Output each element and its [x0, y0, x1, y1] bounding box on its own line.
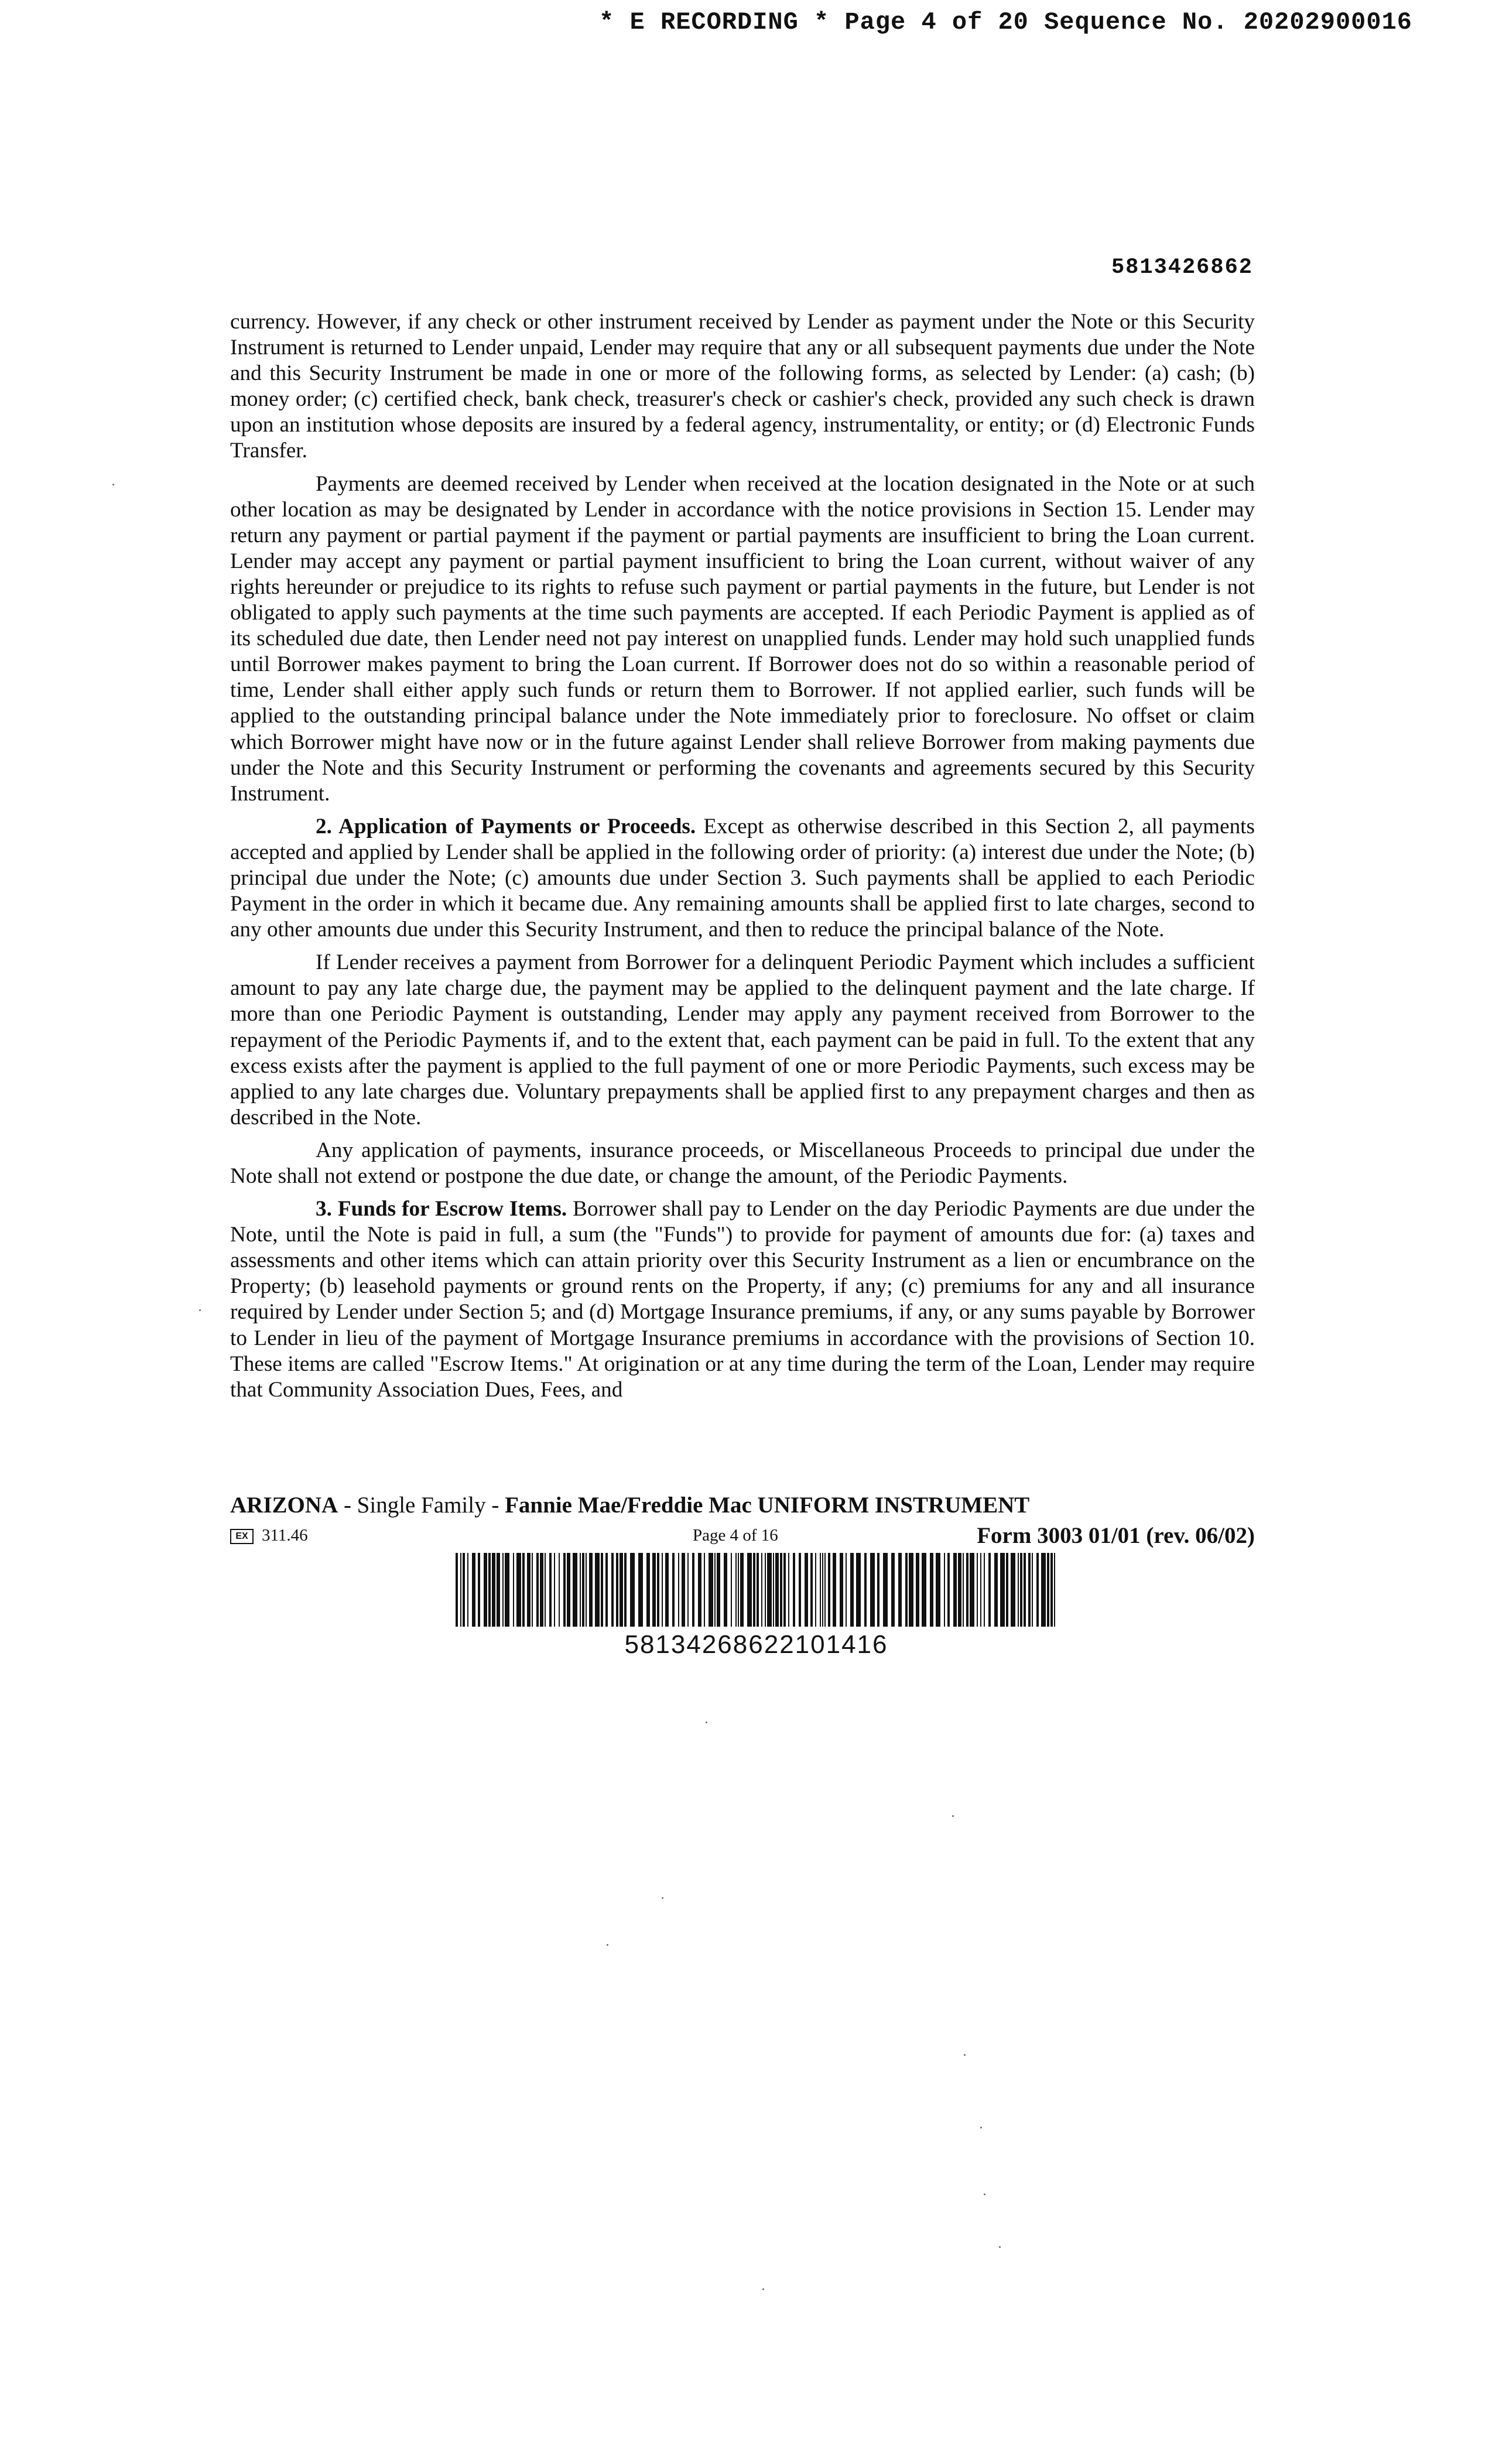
barcode-bar: [947, 1553, 950, 1627]
scan-speck: [964, 2054, 966, 2056]
barcode-bar: [709, 1553, 713, 1627]
footer-form-title: [230, 1492, 1255, 1518]
barcode-bar: [757, 1553, 759, 1627]
footer-state: ARIZONA: [230, 1493, 338, 1518]
barcode-bar: [765, 1553, 766, 1627]
barcode-bar: [761, 1553, 762, 1627]
barcode-bar: [516, 1553, 521, 1627]
barcode-bar: [930, 1553, 933, 1627]
barcode-bar: [984, 1553, 985, 1627]
paragraph-currency: currency. However, if any check or other instrument received by Lender as payment under the Note or this Security Instrument is returned to Lender unpaid, Lender may require that any or all subsequent payments due under the Note and this Security Instrument be made in one or more of the following forms, as selected by Lender: (a) cash; (b) money order; (c) certified check, bank check, treasurer's check or cashier's check, provided any such check is drawn upon an institution whose deposits are insured by a federal agency, instrumentality, or entity; or (d) Electronic Funds Transfer.: [230, 310, 1255, 463]
barcode-bar: [638, 1553, 643, 1627]
barcode-bar: [1011, 1553, 1015, 1627]
form-code: [230, 1526, 308, 1545]
barcode-bar: [532, 1553, 533, 1627]
paragraph-delinquent-payment: If Lender receives a payment from Borrower for a delinquent Periodic Payment which includes a sufficient amount to pay any late charge due, the payment may be applied to the delinquent payment and the late charge. If more than one Periodic Payment is outstanding, Lender may apply any payment received from Borrower to the repayment of the Periodic Payments if, and to the extent that, each payment can be paid in full. To the extent that any excess exists after the payment is applied to the full payment of one or more Periodic Payments, such excess may be applied to any late charges due. Voluntary prepayments shall be applied first to any prepayment charges and then as described in the Note.: [230, 950, 1255, 1130]
barcode-bar: [988, 1553, 991, 1627]
scan-speck: [112, 484, 114, 485]
barcode-bar: [652, 1553, 656, 1627]
ellie-mae-logo-icon: EX: [230, 1529, 254, 1544]
barcode-bar: [678, 1553, 679, 1627]
barcode-bar: [665, 1553, 669, 1627]
barcode-bar: [753, 1553, 755, 1627]
barcode-bar: [582, 1553, 584, 1627]
form-identifier: Form 3003 01/01 (rev. 06/02): [977, 1523, 1255, 1548]
barcode-bar: [767, 1553, 772, 1627]
footer-instrument-name: Fannie Mae/Freddie Mac UNIFORM INSTRUMENT: [505, 1493, 1030, 1518]
form-code-number: 311.46: [262, 1526, 308, 1545]
barcode-bar: [611, 1553, 614, 1627]
barcode-bar: [877, 1553, 879, 1627]
barcode-bar: [747, 1553, 752, 1627]
barcode-bar: [513, 1553, 514, 1627]
barcode-bar: [909, 1553, 913, 1627]
barcode-bar: [898, 1553, 902, 1627]
barcode-bar: [793, 1553, 795, 1627]
barcode-bar: [994, 1553, 998, 1627]
barcode-bar: [522, 1553, 525, 1627]
recording-header: * E RECORDING * Page 4 of 20 Sequence No. 20202900016: [599, 8, 1412, 36]
barcode-bar: [780, 1553, 782, 1627]
barcode-bar: [492, 1553, 495, 1627]
barcode-bar: [773, 1553, 774, 1627]
barcode-bar: [488, 1553, 491, 1627]
barcode-bar: [846, 1553, 847, 1627]
barcode-bar: [478, 1553, 480, 1627]
barcode-bar: [864, 1553, 867, 1627]
barcode-bar: [958, 1553, 961, 1627]
barcode-bar: [472, 1553, 475, 1627]
barcode-bar: [805, 1553, 808, 1627]
barcode-bar: [672, 1553, 675, 1627]
barcode-bar: [505, 1553, 509, 1627]
barcode-bar: [944, 1553, 945, 1627]
barcode-bar: [1050, 1553, 1053, 1627]
barcode-bar: [980, 1553, 981, 1627]
barcode-bar: [891, 1553, 895, 1627]
barcode-bar: [527, 1553, 531, 1627]
page-number: Page 4 of 16: [693, 1526, 778, 1545]
barcode-bar: [735, 1553, 737, 1627]
barcode-bar: [704, 1553, 705, 1627]
barcode-bar: [731, 1553, 732, 1627]
barcode-bar: [856, 1553, 861, 1627]
barcode-bar: [977, 1553, 978, 1627]
barcode-bar: [963, 1553, 964, 1627]
barcode-bar: [883, 1553, 888, 1627]
scan-speck: [980, 2127, 982, 2128]
barcode-bar: [1006, 1553, 1008, 1627]
barcode-bar: [467, 1553, 468, 1627]
barcode-bar: [738, 1553, 739, 1627]
section-2-paragraph: [230, 814, 1255, 943]
barcode-bar: [692, 1553, 694, 1627]
barcode-bar: [936, 1553, 940, 1627]
barcode-bar: [536, 1553, 539, 1627]
barcode-bar: [788, 1553, 789, 1627]
section-3-text: Borrower shall pay to Lender on the day Periodic Payments are due under the Note, until the Note is paid in full, a sum (the "Funds") to provide for payment of amounts due for: (a) taxes and assessments and other items which can attain priority over this Security Instrument as a lien or encumbrance on the Property; (b) leasehold payments or ground rents on the Property, if any; (c) premiums for any and all insurance required by Lender under Section 5; and (d) Mortgage Insurance premiums, if any, or any sums payable by Borrower to Lender in lieu of the payment of Mortgage Insurance premiums in accordance with the provisions of Section 10. These items are called "Escrow Items." At origination or at any time during the term of the Loan, Lender may require that Community Association Dues, Fees, and: [230, 1197, 1255, 1402]
barcode-bar: [810, 1553, 813, 1627]
barcode-bar: [922, 1553, 926, 1627]
barcode-bar: [567, 1553, 570, 1627]
scan-speck: [199, 1309, 201, 1311]
loan-number: 5813426862: [1111, 255, 1253, 280]
barcode-bar: [905, 1553, 908, 1627]
barcode-bar: [850, 1553, 854, 1627]
scan-speck: [762, 2288, 764, 2290]
barcode-bar: [966, 1553, 968, 1627]
barcode-bar: [799, 1553, 801, 1627]
barcode-bar: [717, 1553, 720, 1627]
barcode-bar: [698, 1553, 701, 1627]
barcode-bar: [953, 1553, 957, 1627]
barcode-bar: [502, 1553, 504, 1627]
barcode-bar: [1028, 1553, 1031, 1627]
barcode-bar: [456, 1553, 458, 1627]
scan-speck: [706, 1722, 707, 1723]
barcode-bar: [540, 1553, 543, 1627]
barcode-bar: [549, 1553, 552, 1627]
barcode-bar: [1054, 1553, 1055, 1627]
barcode-bar: [687, 1553, 689, 1627]
barcode-bar: [630, 1553, 635, 1627]
barcode-bar: [783, 1553, 786, 1627]
barcode-bar: [601, 1553, 603, 1627]
barcode-bar: [1000, 1553, 1005, 1627]
barcode-bar: [463, 1553, 465, 1627]
barcode-bar: [1036, 1553, 1039, 1627]
barcode-bar: [1032, 1553, 1033, 1627]
paragraph-payments-received: Payments are deemed received by Lender when received at the location designated in the Note or at such other location as may be designated by Lender in accordance with the notice provisions in Section 15. Lender may return any payment or partial payment if the payment or partial payments are insufficient to bring the Loan current. Lender may accept any payment or partial payment insufficient to bring the Loan current, without waiver of any rights hereunder or prejudice to its rights to refuse such payment or partial payments in the future, but Lender is not obligated to apply such payments at the time such payments are accepted. If each Periodic Payment is applied as of its scheduled due date, then Lender need not pay interest on unapplied funds. Lender may hold such unapplied funds until Borrower makes payment to bring the Loan current. If Borrower does not do so within a reasonable period of time, Lender shall either apply such funds or return them to Borrower. If not applied earlier, such funds will be applied to the outstanding principal balance under the Note immediately prior to foreclosure. No offset or claim which Borrower might have now or in the future against Lender shall relieve Borrower from making payments due under the Note and this Security Instrument or performing the covenants and agreements secured by this Security Instrument.: [230, 471, 1255, 806]
barcode-bar: [1018, 1553, 1019, 1627]
barcode-bar: [682, 1553, 685, 1627]
barcode-bar: [775, 1553, 779, 1627]
barcode-bar: [484, 1553, 487, 1627]
paragraph-application-of-payments: Any application of payments, insurance proceeds, or Miscellaneous Proceeds to principal due under the Note shall not extend or postpone the due date, or change the amount, of the Periodic Payments.: [230, 1138, 1255, 1188]
barcode-bar: [820, 1553, 821, 1627]
barcode-bar: [724, 1553, 727, 1627]
barcode-bar: [616, 1553, 618, 1627]
barcode-bar: [595, 1553, 600, 1627]
barcode-bar: [662, 1553, 663, 1627]
barcode-bar: [586, 1553, 587, 1627]
section-2-text: Except as otherwise described in this Section 2, all payments accepted and applied by Lender shall be applied in the following order of priority: (a) interest due under the Note; (b) principal due under the Note; (c) amounts due under Section 3. Such payments shall be applied to each Periodic Payment in the order in which it became due. Any remaining amounts shall be applied first to late charges, second to any other amounts due under this Security Instrument, and then to reduce the principal balance of the Note.: [230, 814, 1255, 942]
barcode-bar: [559, 1553, 560, 1627]
barcode-bar: [822, 1553, 823, 1627]
barcode-bar: [580, 1553, 581, 1627]
scan-speck: [999, 2246, 1001, 2248]
barcode-bar: [1047, 1553, 1049, 1627]
barcode-bar: [545, 1553, 546, 1627]
section-3-heading: 3. Funds for Escrow Items.: [316, 1197, 567, 1221]
barcode-bar: [1024, 1553, 1026, 1627]
barcode-number: 58134268622101416: [624, 1630, 888, 1659]
barcode-bar: [840, 1553, 843, 1627]
barcode-image: [456, 1553, 1057, 1627]
scan-speck: [607, 1944, 608, 1946]
barcode-bar: [563, 1553, 566, 1627]
scan-speck: [952, 1815, 954, 1817]
barcode-bar: [870, 1553, 875, 1627]
scan-speck: [662, 1897, 663, 1899]
scan-speck: [984, 2193, 985, 2195]
barcode-bar: [740, 1553, 744, 1627]
footer-separator: - Single Family -: [338, 1493, 505, 1518]
barcode-bar: [657, 1553, 659, 1627]
barcode-bar: [460, 1553, 461, 1627]
section-3-paragraph: [230, 1196, 1255, 1403]
document-body: [230, 309, 1255, 1410]
barcode-bar: [828, 1553, 830, 1627]
barcode-bar: [554, 1553, 555, 1627]
barcode-bar: [497, 1553, 500, 1627]
barcode-bar: [624, 1553, 627, 1627]
barcode-bar: [589, 1553, 593, 1627]
section-2-heading: 2. Application of Payments or Proceeds.: [316, 814, 696, 839]
barcode-bar: [646, 1553, 650, 1627]
barcode-bar: [916, 1553, 919, 1627]
barcode-bar: [714, 1553, 716, 1627]
barcode-bar: [620, 1553, 623, 1627]
barcode-bar: [605, 1553, 608, 1627]
barcode-bar: [833, 1553, 836, 1627]
barcode-bar: [824, 1553, 826, 1627]
footer-row: [230, 1522, 1255, 1552]
barcode-bar: [1020, 1553, 1022, 1627]
barcode-bar: [970, 1553, 974, 1627]
barcode-bar: [815, 1553, 816, 1627]
barcode-bar: [1041, 1553, 1046, 1627]
barcode-bar: [573, 1553, 577, 1627]
